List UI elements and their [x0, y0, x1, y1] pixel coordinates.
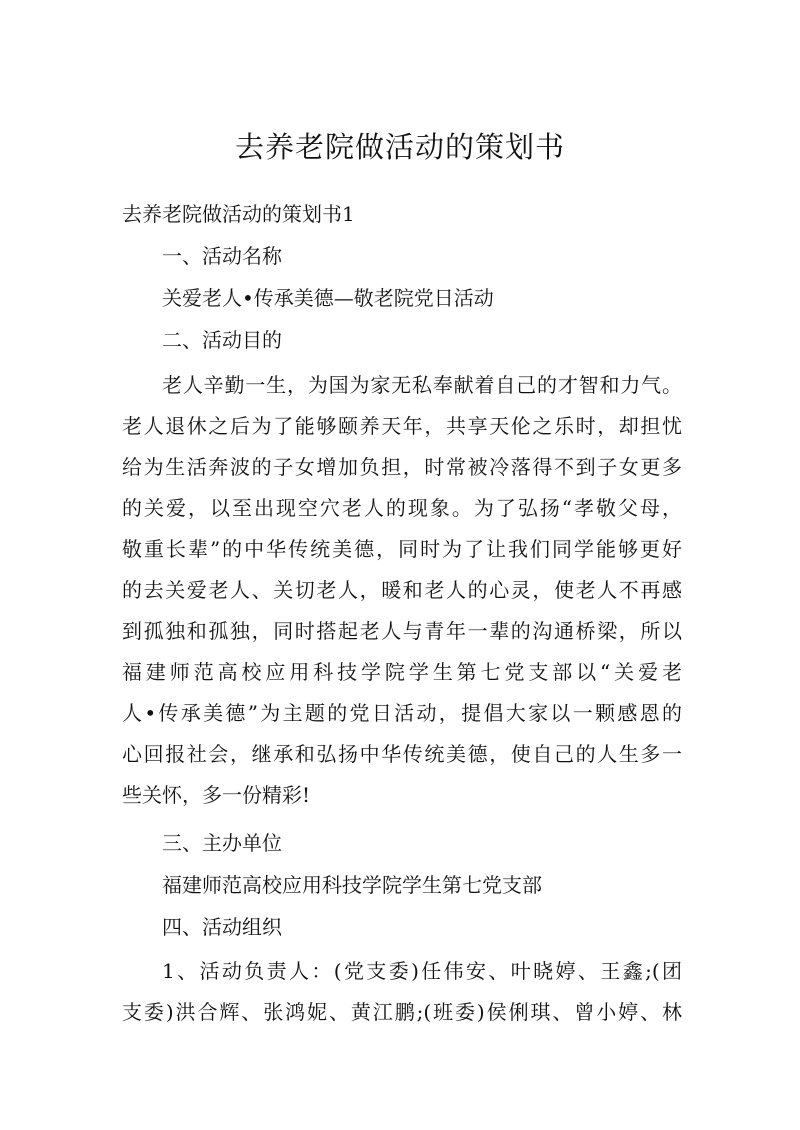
paragraph-line: 人•传承美德”为主题的党日活动，提倡大家以一颗感恩的	[122, 701, 682, 725]
paragraph-line: 敬重长辈”的中华传统美德，同时为了让我们同学能够更好	[122, 537, 682, 561]
paragraph-line: 到孤独和孤独，同时搭起老人与青年一辈的沟通桥梁，所以	[122, 619, 682, 643]
paragraph-line: 心回报社会，继承和弘扬中华传统美德，使自己的人生多一	[122, 742, 682, 766]
paragraph-line: 老人退休之后为了能够颐养天年，共享天伦之乐时，却担忧	[122, 414, 682, 438]
section-2-heading: 二、活动目的	[162, 328, 282, 352]
paragraph-line: 福建师范高校应用科技学院学生第七党支部以“关爱老	[122, 660, 682, 684]
paragraph-line: 些关怀，多一份精彩!	[122, 783, 311, 807]
section-4-heading: 四、活动组织	[162, 915, 282, 939]
document-subtitle: 去养老院做活动的策划书1	[122, 202, 355, 226]
paragraph-line: 老人辛勤一生，为国为家无私奉献着自己的才智和力气。	[162, 373, 682, 397]
paragraph-line: 的去关爱老人、关切老人，暖和老人的心灵，使老人不再感	[122, 578, 682, 602]
paragraph-line: 给为生活奔波的子女增加负担，时常被冷落得不到子女更多	[122, 455, 682, 479]
section-3-heading: 三、主办单位	[162, 831, 282, 855]
section-4-paragraph	[122, 951, 682, 1033]
section-1-body: 关爱老人•传承美德—敬老院党日活动	[162, 286, 494, 310]
paragraph-line: 1、活动负责人：(党支委)任伟安、叶晓婷、王鑫;(团	[162, 959, 682, 983]
document-title: 去养老院做活动的策划书	[234, 130, 565, 164]
paragraph-line: 支委)洪合辉、张鸿妮、黄江鹏;(班委)侯俐琪、曾小婷、林	[122, 1000, 682, 1024]
section-1-heading: 一、活动名称	[162, 244, 282, 268]
paragraph-line: 的关爱，以至出现空穴老人的现象。为了弘扬“孝敬父母，	[122, 496, 682, 520]
section-2-paragraph	[122, 365, 682, 816]
section-3-body: 福建师范高校应用科技学院学生第七党支部	[162, 873, 542, 897]
